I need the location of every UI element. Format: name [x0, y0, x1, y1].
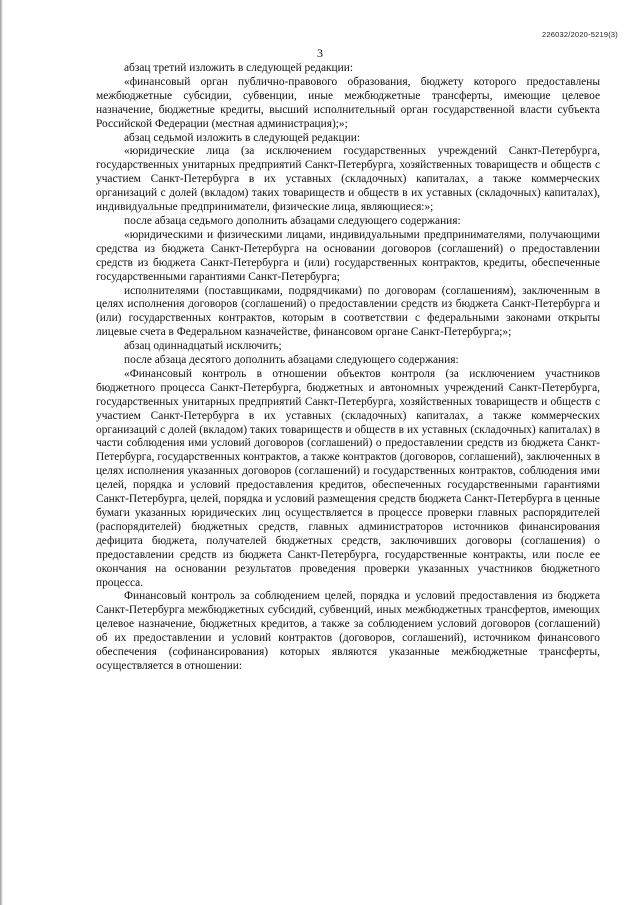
paragraph: после абзаца седьмого дополнить абзацами следующего содержания:	[124, 214, 461, 227]
document-registration-number: 226032/2020-5219(3)	[542, 30, 618, 39]
page-number: 3	[317, 46, 323, 60]
paragraph: абзац одиннадцатый исключить;	[124, 340, 282, 353]
paragraph: после абзаца десятого дополнить абзацами следующего содержания:	[124, 354, 459, 367]
document-body	[96, 62, 600, 674]
paragraph: «финансовый орган публично-правового образования, бюджету которого предоставлены межбюджетные субсидии, субвенции, иные межбюджетные трансферты, имеющие целевое назначение, бюджетные кредиты, высший исполнительный орган государственной власти субъекта Российской Федерации (местная администрация);»;	[96, 75, 600, 130]
paragraph: Финансовый контроль за соблюдением целей, порядка и условий предоставления из бюджета Санкт-Петербурга межбюджетных субсидий, субвенций, иных межбюджетных трансфертов, имеющих целевое назначение, бюджетных кредитов, а также за соблюдением условий договоров (соглашений) об их предоставлении и условий контрактов (договоров, соглашений), источником финансового обеспечения (софинансирования) которых являются указанные межбюджетные трансферты, осуществляется в отношении:	[96, 590, 600, 672]
paragraph: «Финансовый контроль в отношении объектов контроля (за исключением участников бюджетного процесса Санкт-Петербурга, бюджетных и автономных учреждений Санкт-Петербурга, государственных унитарных предприятий Санкт-Петербурга, хозяйственных товариществ и обществ с участием Санкт-Петербурга в их уставных (складочных) капиталах, а также коммерческих организаций с долей (вкладом) таких товариществ и обществ в их уставных (складочных) капиталах) в части соблюдения ими условий договоров (соглашений) о предоставлении средств из бюджета Санкт-Петербурга, государственных контрактов, а также контрактов (договоров, соглашений), заключенных в целях исполнения указанных договоров (соглашений) и государственных контрактов, соблюдения ими целей, порядка и условий предоставления кредитов, обеспеченных государственными гарантиями Санкт-Петербурга, целей, порядка и условий размещения средств бюджета Санкт-Петербурга в ценные бумаги указанных юридических лиц осуществляется в процессе проверки главных распорядителей (распорядителей) бюджетных средств, главных администраторов источников финансирования дефицита бюджета, получателей бюджетных средств, заключивших договоры (соглашения) о предоставлении средств из бюджета Санкт-Петербурга, государственные контракты, или после ее окончания на основании результатов проведения проверки указанных участников бюджетного процесса.	[96, 367, 600, 589]
paragraph: «юридические лица (за исключением государственных учреждений Санкт-Петербурга, государственных унитарных предприятий Санкт-Петербурга, хозяйственных товариществ и обществ с участием Санкт-Петербурга в их уставных (складочных) капиталах, а также коммерческих организаций с долей (вкладом) таких товариществ и обществ в их уставных (складочных) капиталах), индивидуальные предприниматели, физические лица, являющиеся:»;	[96, 145, 600, 214]
paragraph: исполнителями (поставщиками, подрядчиками) по договорам (соглашениям), заключенным в целях исполнения договоров (соглашений) о предоставлении средств из бюджета Санкт-Петербурга и (или) государственных контрактов, которым в соответствии с федеральными законами открыты лицевые счета в Федеральном казначействе, финансовом органе Санкт-Петербурга;»;	[96, 284, 600, 339]
paragraph: абзац седьмой изложить в следующей редакции:	[124, 131, 361, 144]
scan-edge-shadow	[0, 0, 3, 905]
paragraph: абзац третий изложить в следующей редакции:	[124, 62, 353, 74]
paragraph: «юридическими и физическими лицами, индивидуальными предпринимателями, получающими средства из бюджета Санкт-Петербурга на основании договоров (соглашений) о предоставлении средств из бюджета Санкт-Петербурга и (или) государственных контрактов, кредиты, обеспеченные государственными гарантиями Санкт-Петербурга;	[96, 228, 600, 283]
